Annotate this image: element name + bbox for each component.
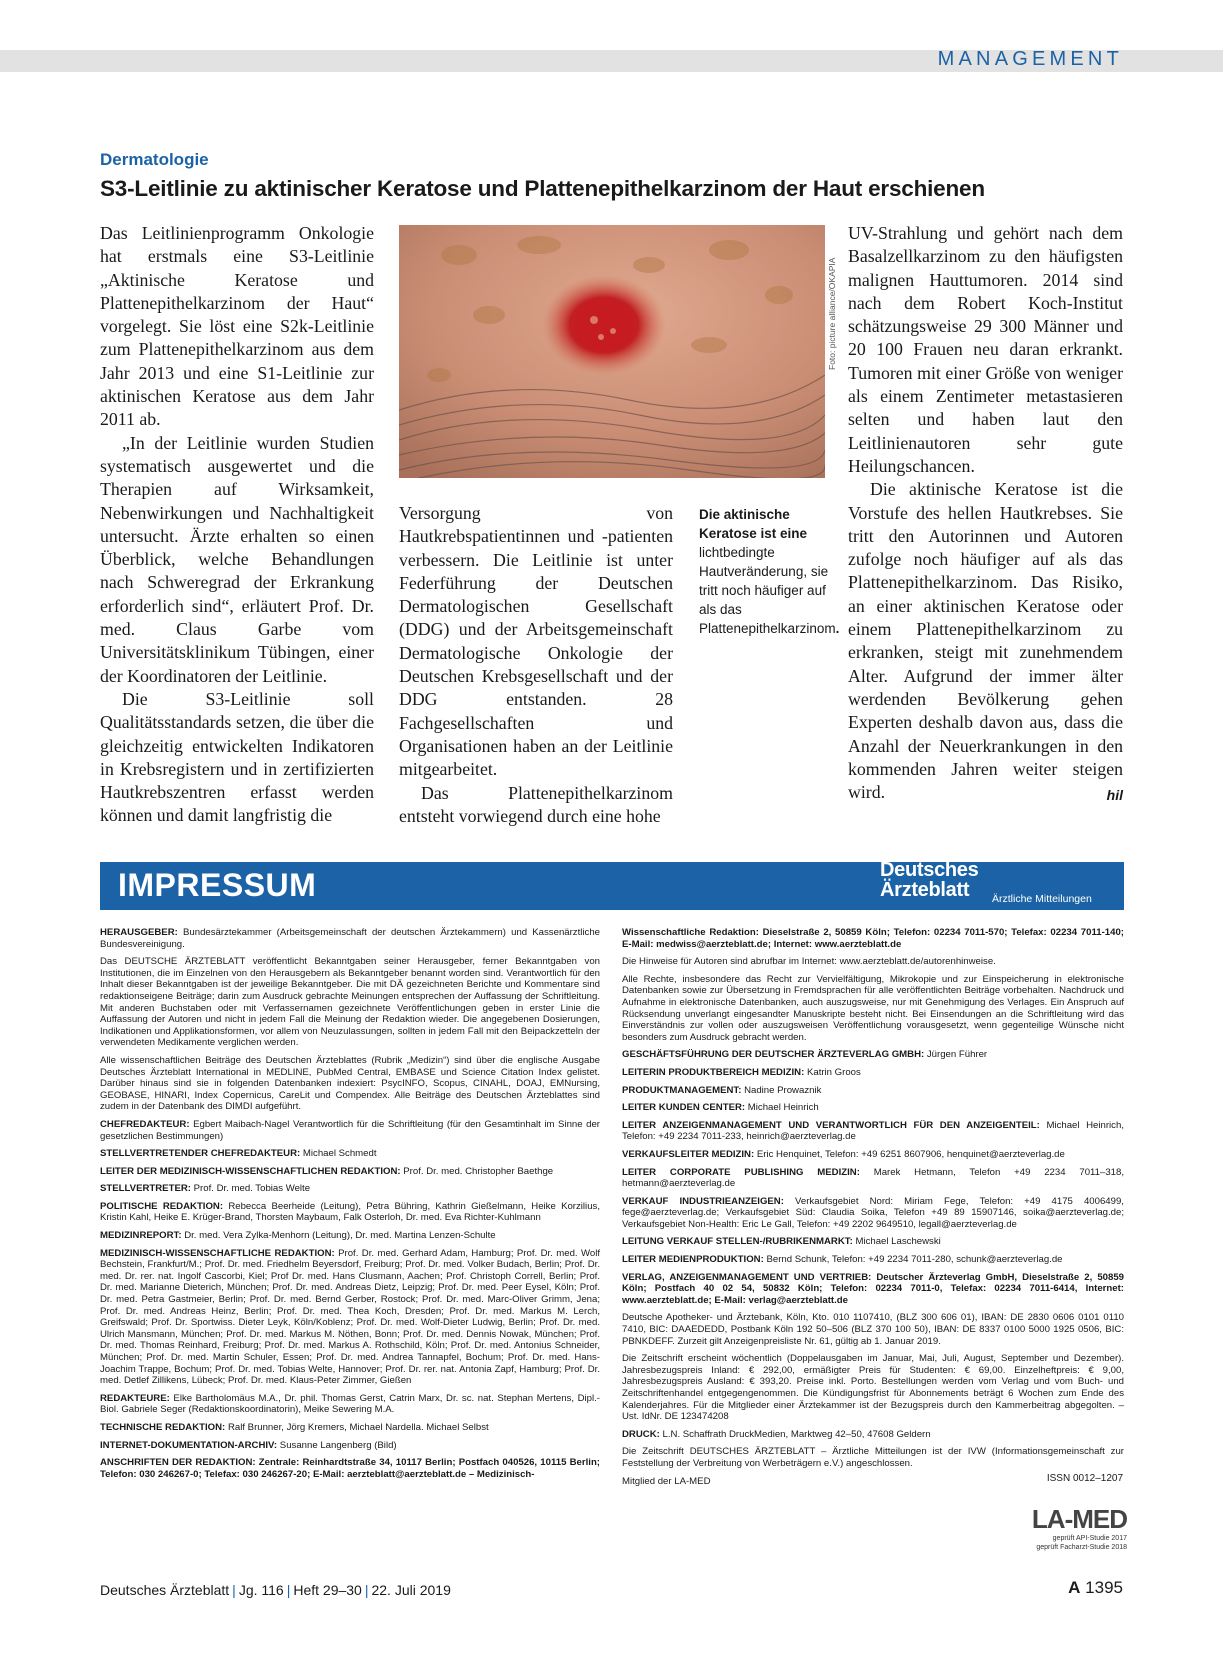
caption-end: . <box>835 621 840 636</box>
impressum-label: GESCHÄFTSFÜHRUNG DER DEUTSCHER ÄRZTEVERLAG GMBH: <box>622 1049 925 1061</box>
impressum-text: Michael Laschewski <box>855 1236 941 1248</box>
impressum-label: VERKAUFSLEITER MEDIZIN: <box>622 1148 755 1160</box>
footer-issue: Heft 29–30 <box>293 1582 362 1598</box>
impressum-entry <box>622 974 1124 1044</box>
impressum-entry <box>100 1248 600 1387</box>
footer-journal: Deutsches Ärzteblatt <box>100 1582 230 1598</box>
impressum-entry <box>100 1440 600 1452</box>
impressum-text: Die Hinweise für Autoren sind abrufbar im Internet: www.aerzteblatt.de/autorenhinweise. <box>622 956 996 968</box>
photo-credit: Foto: picture alliance/OKAPIA <box>827 257 837 370</box>
impressum-right-column <box>622 927 1124 1493</box>
impressum-label: MEDIZINREPORT: <box>100 1230 182 1242</box>
photo-caption <box>699 505 840 638</box>
skin-lesion-image <box>399 225 825 478</box>
caption-text: lichtbedingte Hautveränderung, sie tritt noch häufiger auf als das Plattenepithelkarzinom <box>699 545 836 636</box>
impressum-label: VERKAUF INDUSTRIEANZEIGEN: <box>622 1195 784 1207</box>
impressum-entry <box>100 1166 600 1178</box>
logo-line-1: Deutsches <box>880 859 979 881</box>
impressum-text: Alle wissenschaftlichen Beiträge des Deutschen Ärzteblattes (Rubrik „Medizin“) sind über die englische Ausgabe Deutsches Ärzteblatt International in MEDLINE, PubMed Central, EMBASE und Science Citation Index gelistet. Darüber hinaus sind sie in folgenden Datenbanken indexiert: PsycINFO, Scopus, CINAHL, DOAJ, EMNursing, GEOBASE, HINARI, Index Copernicus, CareLit und Compendex. Alle Beiträge des Deutschen Ärzteblattes sind zudem in der Datenbank des DIMDI aufgeführt. <box>100 1054 600 1113</box>
impressum-label: LEITERIN PRODUKTBEREICH MEDIZIN: <box>622 1066 805 1078</box>
impressum-entry <box>100 1201 600 1224</box>
page-footer: Deutsches Ärzteblatt | Jg. 116 | Heft 29–30 | 22. Juli 2019 <box>100 1582 451 1598</box>
impressum-entry <box>622 1272 1124 1307</box>
paragraph: UV-Strahlung und gehört nach dem Basalzellkarzinom zu den häufigsten malignen Hauttumoren. 2014 sind nach dem Robert Koch-Institut schätzungsweise 29 300 Männer und 20 100 Frauen neu daran erkrankt. Tumoren mit einer Größe von weniger als einem Zentimeter metastasieren selten und haben laut den Leitlinienautoren sehr gute Heilungschancen. <box>848 223 1123 476</box>
impressum-text: Prof. Dr. med. Christopher Baethge <box>403 1165 554 1177</box>
impressum-text: Bundesärztekammer (Arbeitsgemeinschaft der deutschen Ärztekammern) und Kassenärztliche Bundesvereinigung. <box>100 927 601 950</box>
impressum-entry <box>100 1055 600 1113</box>
footer-volume: Jg. 116 <box>238 1582 284 1598</box>
impressum-entry <box>100 1457 600 1480</box>
impressum-label: LEITER ANZEIGENMANAGEMENT UND VERANTWORTLICH FÜR DEN ANZEIGENTEIL: <box>622 1119 1040 1131</box>
impressum-entry <box>622 1254 1124 1266</box>
paragraph: „In der Leitlinie wurden Studien systematisch ausgewertet und die Therapien auf Wirksamkeit, Nebenwirkungen und Nachhaltigkeit untersucht. Ärzte erhalten so einen Überblick, welche Behandlungen nach Schweregrad der Erkrankung erforderlich sind“, erläutert Prof. Dr. med. Claus Garbe vom Universitätsklinikum Tübingen, einer der Koordinatoren der Leitlinie. <box>100 432 374 686</box>
paragraph: Das Plattenepithelkarzinom entsteht vorwiegend durch eine hohe <box>399 782 673 826</box>
impressum-text: Rebecca Beerheide (Leitung), Petra Bühring, Kathrin Gießelmann, Heike Korzilius, Kristin Kahl, Heike E. Krüger-Brand, Thorsten Maybaum, Falk Osterloh, Dr. med. Eva Richter-Kuhlmann <box>100 1200 600 1224</box>
page-prefix: A <box>1068 1578 1081 1597</box>
impressum-text: Alle Rechte, insbesondere das Recht zur Vervielfältigung, Mikrokopie und zur Einspeicherung in elektronische Datenbanken sowie zur Übersetzung in Fremdsprachen für alle veröffentlichten Beiträge vorbehalten. Nachdruck und Aufnahme in elektronische Datenbanken, auch auszugsweise, nur mit Genehmigung des Verlages. Ein Anspruch auf Rücksendung unverlangt eingesandter Manuskripte besteht nicht. Bei Einsendungen an die Schriftleitung wird das Einverständnis zur vollen oder auszugsweisen Veröffentlichung vorausgesetzt, wenn gegenteilige Wünsche nicht besonders zum Ausdruck gebracht werden. <box>622 973 1124 1043</box>
impressum-text: Prof. Dr. med. Tobias Welte <box>193 1183 311 1195</box>
impressum-text: Bernd Schunk, Telefon: +49 2234 7011-280, schunk@aerzteverlag.de <box>766 1254 1063 1266</box>
impressum-entry <box>622 1353 1124 1423</box>
impressum-text: Marek Hetmann, Telefon +49 2234 7011–318, hetmann@aerzteverlag.de <box>622 1166 1124 1190</box>
article-photo <box>399 225 825 478</box>
lamed-logo <box>1023 1504 1127 1552</box>
impressum-entry <box>100 1393 600 1416</box>
page-number-value: 1395 <box>1085 1578 1123 1597</box>
caption-lead: Die aktinische Keratose ist eine <box>699 507 808 541</box>
impressum-title: IMPRESSUM <box>118 867 317 903</box>
impressum-text: Ralf Brunner, Jörg Kremers, Michael Nardella. Michael Selbst <box>227 1421 489 1433</box>
impressum-entry <box>622 1236 1124 1248</box>
impressum-entry <box>100 1422 600 1434</box>
impressum-text: Verkaufsgebiet Nord: Miriam Fege, Telefon: +49 4175 4006499, fege@aerzteverlag.de; Verkaufsgebiet Süd: Claudia Soika, Telefon +49 89 15907146, soika@aerzteverlag.de; Verkaufsgebiet Non-Health: Eric Le Gall, Telefon: +49 2202 9649510, legall@aerzteverlag.de <box>622 1195 1124 1230</box>
impressum-text: Elke Bartholomäus M.A., Dr. phil. Thomas Gerst, Catrin Marx, Dr. sc. nat. Stephan Mertens, Dipl.-Biol. Gabriele Seger (Redaktionskoordinatorin), Meike Sewering M.A. <box>100 1392 600 1416</box>
impressum-header <box>100 859 1124 910</box>
impressum-text: Deutsche Apotheker- und Ärztebank, Köln, Kto. 010 1107410, (BLZ 300 606 01), IBAN: DE 2830 0606 0101 0110 7410, BIC: DAAEDEDD, Postbank Köln 192 50–506 (BLZ 370 100 50), IBAN: DE 8337 0100 5000 1925 0506, BIC: PBNKDEFF. Zurzeit gilt Anzeigenpreisliste Nr. 61, gültig ab 1. Januar 2019. <box>622 1312 1124 1347</box>
impressum-entry <box>100 1148 600 1160</box>
impressum-entry <box>100 1119 600 1142</box>
lamed-mark: LA-MED <box>1031 1504 1127 1534</box>
impressum-label: REDAKTEURE: <box>100 1392 170 1404</box>
impressum-text: Michael Schmedt <box>302 1148 377 1160</box>
article-kicker: Dermatologie <box>100 150 209 169</box>
impressum-entry <box>100 1183 600 1195</box>
impressum-label: VERLAG, ANZEIGENMANAGEMENT UND VERTRIEB: Deutscher Ärzteverlag GmbH, Dieselstraße 2, 50859 Köln; Postfach 40 02 54, 50832 Köln; Telefon: 02234 7011-0, Telefax: 02234 7011-6414, Internet: www.aerzteblatt.de; E-Mail: verlag@aerzteblatt.de <box>622 1271 1124 1306</box>
impressum-label: DRUCK: <box>622 1428 660 1440</box>
impressum-entry <box>622 927 1124 950</box>
impressum-label: HERAUSGEBER: <box>100 927 178 938</box>
impressum-left-column <box>100 927 600 1486</box>
impressum-label: ANSCHRIFTEN DER REDAKTION: Zentrale: Reinhardtstraße 34, 10117 Berlin; Postfach 040526, 10115 Berlin; Telefon: 030 246267-0; Telefax: 030 246267-20; E-Mail: aerzteblatt@aerzteblatt.de – Medizinisch- <box>100 1457 600 1480</box>
impressum-text: Dr. med. Vera Zylka-Menhorn (Leitung), Dr. med. Martina Lenzen-Schulte <box>184 1230 496 1242</box>
logo-line-3: Ärztliche Mitteilungen <box>992 893 1092 905</box>
impressum-label: LEITER DER MEDIZINISCH-WISSENSCHAFTLICHEN REDAKTION: <box>100 1165 401 1177</box>
impressum-entry <box>622 1067 1124 1079</box>
article-column-1 <box>100 222 374 828</box>
impressum-text: Die Zeitschrift erscheint wöchentlich (Doppelausgaben im Januar, Mai, Juli, August, September und Dezember). Jahresbezugspreis Inland: € 292,00, ermäßigter Preis für Studenten: € 69,00. Einzelheftpreis: € 9,00, Jahresbezugspreis Ausland: € 393,20. Preise inkl. Porto. Bestellungen werden vom Verlag und vom Buch- und Zeitschriftenhandel entgegengenommen. Die Kündigungsfrist für Abonnements beträgt 6 Wochen zum Ende des Kalenderjahres. Für die Mitglieder einer Ärztekammer ist der Bezugspreis durch den Kammerbeitrag abgegolten. – Ust. IdNr. DE 123474208 <box>622 1353 1124 1423</box>
impressum-text: Michael Heinrich, Telefon: +49 2234 7011-233, heinrich@aerzteverlag.de <box>622 1119 1124 1143</box>
impressum-label: STELLVERTRETER: <box>100 1183 191 1195</box>
impressum-label: LEITER CORPORATE PUBLISHING MEDIZIN: <box>622 1166 860 1178</box>
paragraph: Versorgung von Hautkrebspatientinnen und -patienten verbessern. Die Leitlinie ist unter Federführung der Deutschen Dermatologischen Gesellschaft (DDG) und der Arbeitsgemeinschaft Dermatologische Onkologie der Deutschen Krebsgesellschaft und der DDG entstanden. 28 Fachgesellschaften und Organisationen haben an der Leitlinie mitgearbeitet. <box>399 503 673 780</box>
impressum-label: MEDIZINISCH-WISSENSCHAFTLICHE REDAKTION: <box>100 1247 335 1259</box>
paragraph: Das Leitlinienprogramm Onkologie hat erstmals eine S3-Leitlinie „Aktinische Keratose und Plattenepithelkarzinom der Haut“ vorgelegt. Sie löst eine S2k-Leitlinie zum Plattenepithelkarzinom aus dem Jahr 2013 und eine S1-Leitlinie zur aktinischen Keratose aus dem Jahr 2011 ab. <box>100 223 374 430</box>
logo-line-2: Ärzteblatt <box>880 879 970 901</box>
impressum-text: Jürgen Führer <box>926 1049 988 1061</box>
impressum-entry <box>622 1049 1124 1061</box>
impressum-entry <box>622 1312 1124 1347</box>
impressum-entry <box>100 927 600 950</box>
impressum-label: PRODUKTMANAGEMENT: <box>622 1084 742 1096</box>
impressum-label: POLITISCHE REDAKTION: <box>100 1200 224 1212</box>
impressum-text: Die Zeitschrift DEUTSCHES ÄRZTEBLATT – Ärztliche Mitteilungen ist der IVW (Informationsgemeinschaft zur Feststellung der Verbreitung von Werbeträgern e.V.) angeschlossen. <box>622 1446 1124 1469</box>
article-column-2 <box>399 502 673 828</box>
impressum-label: CHEFREDAKTEUR: <box>100 1118 190 1130</box>
impressum-text: Egbert Maibach-Nagel Verantwortlich für die Schriftleitung (für den Gesamtinhalt im Sinne der gesetzlichen Bestimmungen) <box>100 1118 600 1142</box>
footer-date: 22. Juli 2019 <box>371 1582 451 1598</box>
paragraph-text: Die aktinische Keratose ist die Vorstufe des hellen Hautkrebses. Sie tritt den Autorinnen und Autoren zufolge noch häufiger auf als das Plattenepithelkarzinom. Das Risiko, an einer aktinischen Keratose oder einem Plattenepithelkarzinom zu erkranken, steigt mit zunehmendem Alter. Aufgrund der immer älter werdenden Bevölkerung gehen Experten deshalb davon aus, dass die Anzahl der Neuerkrankungen in den kommenden Jahren weiter steigen wird. <box>848 479 1123 803</box>
impressum-entry <box>622 1120 1124 1143</box>
impressum-text: Nadine Prowaznik <box>744 1084 822 1096</box>
page-number <box>1068 1578 1123 1598</box>
impressum-text: Prof. Dr. med. Gerhard Adam, Hamburg; Prof. Dr. med. Wolf Bechstein, Frankfurt/M.; Prof. Dr. med. Friedhelm Beyersdorf, Freiburg; Prof. Dr. med. Volker Budach, Berlin; Prof. Dr. med. Dr. rer. nat. Ingolf Cascorbi, Kiel; Prof Dr. med. Hans Clusmann, Aachen; Prof. Christoph Correll, Berlin; Prof. Dr. med. Marianne Dieterich, München; Prof. Dr. med. Andreas Dietz, Leipzig; Prof. Dr. med. Peer Eysel, Köln; Prof. Dr. med. Petra Gastmeier, Berlin; Prof. Dr. med. Bernd Gerber, Rostock; Prof. Dr. med. Marc-Oliver Grimm, Jena; Prof. Dr. med. Andreas Heinz, Berlin; Prof. Dr. med. Thea Koch, Dresden; Prof. Dr. med. Markus M. Lerch, Greifswald; Prof. Dr. Sportwiss. Dieter Leyk, Köln/Koblenz; Prof. Dr. med. Wolf-Dieter Ludwig, Berlin; Prof. Dr. med. Ulrich Mansmann, München; Prof. Dr. med. Markus M. Nöthen, Bonn; Prof. Dr. med. Dennis Nowak, München; Prof. Dr. med. Thomas Reinhard, Freiburg; Prof. Dr. med. Markus A. Rothschild, Köln; Prof. Dr. med. Antonius Schneider, München; Prof. Dr. med. Martin Schuler, Essen; Prof. Dr. med. Andrea Tannapfel, Bochum; Prof. Dr. med. Hans-Joachim Trappe, Bochum; Prof. Dr. med. Tobias Welte, Hannover; Prof. Dr. rer. nat. Antonia Zapf, Hamburg; Prof. Dr. med. Detlef Zillikens, Lübeck; Prof. Dr. med. Klaus-Peter Zimmer, Gießen <box>100 1247 600 1387</box>
article-column-3 <box>848 222 1123 807</box>
impressum-text: Mitglied der LA-MED <box>622 1475 711 1487</box>
paragraph: Die S3-Leitlinie soll Qualitätsstandards setzen, die über die gleichzeitig entwickelten Indikatoren in Krebsregistern und in zertifizierten Hautkrebszentren erfasst werden können und damit langfristig die <box>100 688 374 826</box>
impressum-label: LEITER KUNDEN CENTER: <box>622 1102 746 1114</box>
impressum-text: Susanne Langenberg (Bild) <box>279 1439 397 1451</box>
impressum-label: Wissenschaftliche Redaktion: Dieselstraße 2, 50859 Köln; Telefon: 02234 7011-570; Telefax: 02234 7011-140; E-Mail: medwiss@aerzteblatt.de; Internet: www.aerzteblatt.de <box>622 927 1124 950</box>
impressum-label: LEITUNG VERKAUF STELLEN-/RUBRIKENMARKT: <box>622 1236 853 1248</box>
impressum-text: Eric Henquinet, Telefon: +49 6251 8607906, henquinet@aerzteverlag.de <box>756 1148 1065 1160</box>
impressum-entry <box>622 1149 1124 1161</box>
author-tag: hil <box>1106 787 1123 804</box>
impressum-entry <box>622 956 1124 968</box>
impressum-label: INTERNET-DOKUMENTATION-ARCHIV: <box>100 1439 278 1451</box>
lamed-sub-2: geprüft Facharzt-Studie 2018 <box>1036 1543 1127 1551</box>
impressum-entry <box>622 1102 1124 1114</box>
impressum-text: L.N. Schaffrath DruckMedien, Marktweg 42–50, 47608 Geldern <box>662 1428 931 1440</box>
impressum-entry <box>622 1446 1124 1469</box>
paragraph <box>848 478 1123 804</box>
impressum-entry <box>622 1429 1124 1441</box>
impressum-entry <box>622 1167 1124 1190</box>
impressum-label: LEITER MEDIENPRODUKTION: <box>622 1254 764 1266</box>
impressum-label: STELLVERTRETENDER CHEFREDAKTEUR: <box>100 1148 301 1160</box>
journal-logo <box>880 859 1120 907</box>
impressum-entry <box>100 956 600 1049</box>
impressum-text: Katrin Groos <box>806 1066 861 1078</box>
impressum-text: Das DEUTSCHE ÄRZTEBLATT veröffentlicht Bekanntgaben seiner Herausgeber, ferner Bekanntgaben von Institutionen, die im Einzelnen von den Herausgebern als Bekanntgeber benannt worden sind. Verantwortlich für den Inhalt dieser Bekanntgaben ist der jeweilige Bekanntgeber. Die mit DÄ gezeichneten Berichte und Kommentare sind redaktionseigene Beiträge; darin zum Ausdruck gebrachte Meinungen entsprechen der Auffassung der Schriftleitung. Mit anderen Buchstaben oder mit Verfassernamen gezeichnete Veröffentlichungen geben in erster Linie die Auffassung der Autoren und nicht in jedem Fall die Meinung der Redaktion wieder. Die angegebenen Dosierungen, Indikationen und Applikationsformen, vor allem von Neuzulassungen, sollten in jedem Fall mit den Beipackzetteln der verwendeten Medikamente verglichen werden. <box>100 956 600 1049</box>
impressum-label: TECHNISCHE REDAKTION: <box>100 1421 226 1433</box>
article-headline: S3-Leitlinie zu aktinischer Keratose und Plattenepithelkarzinom der Haut erschienen <box>100 176 985 201</box>
impressum-entry <box>622 1085 1124 1097</box>
issn: ISSN 0012–1207 <box>1046 1473 1123 1484</box>
section-label: MANAGEMENT <box>937 48 1123 70</box>
impressum-text: Michael Heinrich <box>747 1102 819 1114</box>
impressum-entry <box>100 1230 600 1242</box>
lamed-sub-1: geprüft API-Studie 2017 <box>1052 1535 1127 1542</box>
impressum-entry <box>622 1196 1124 1231</box>
